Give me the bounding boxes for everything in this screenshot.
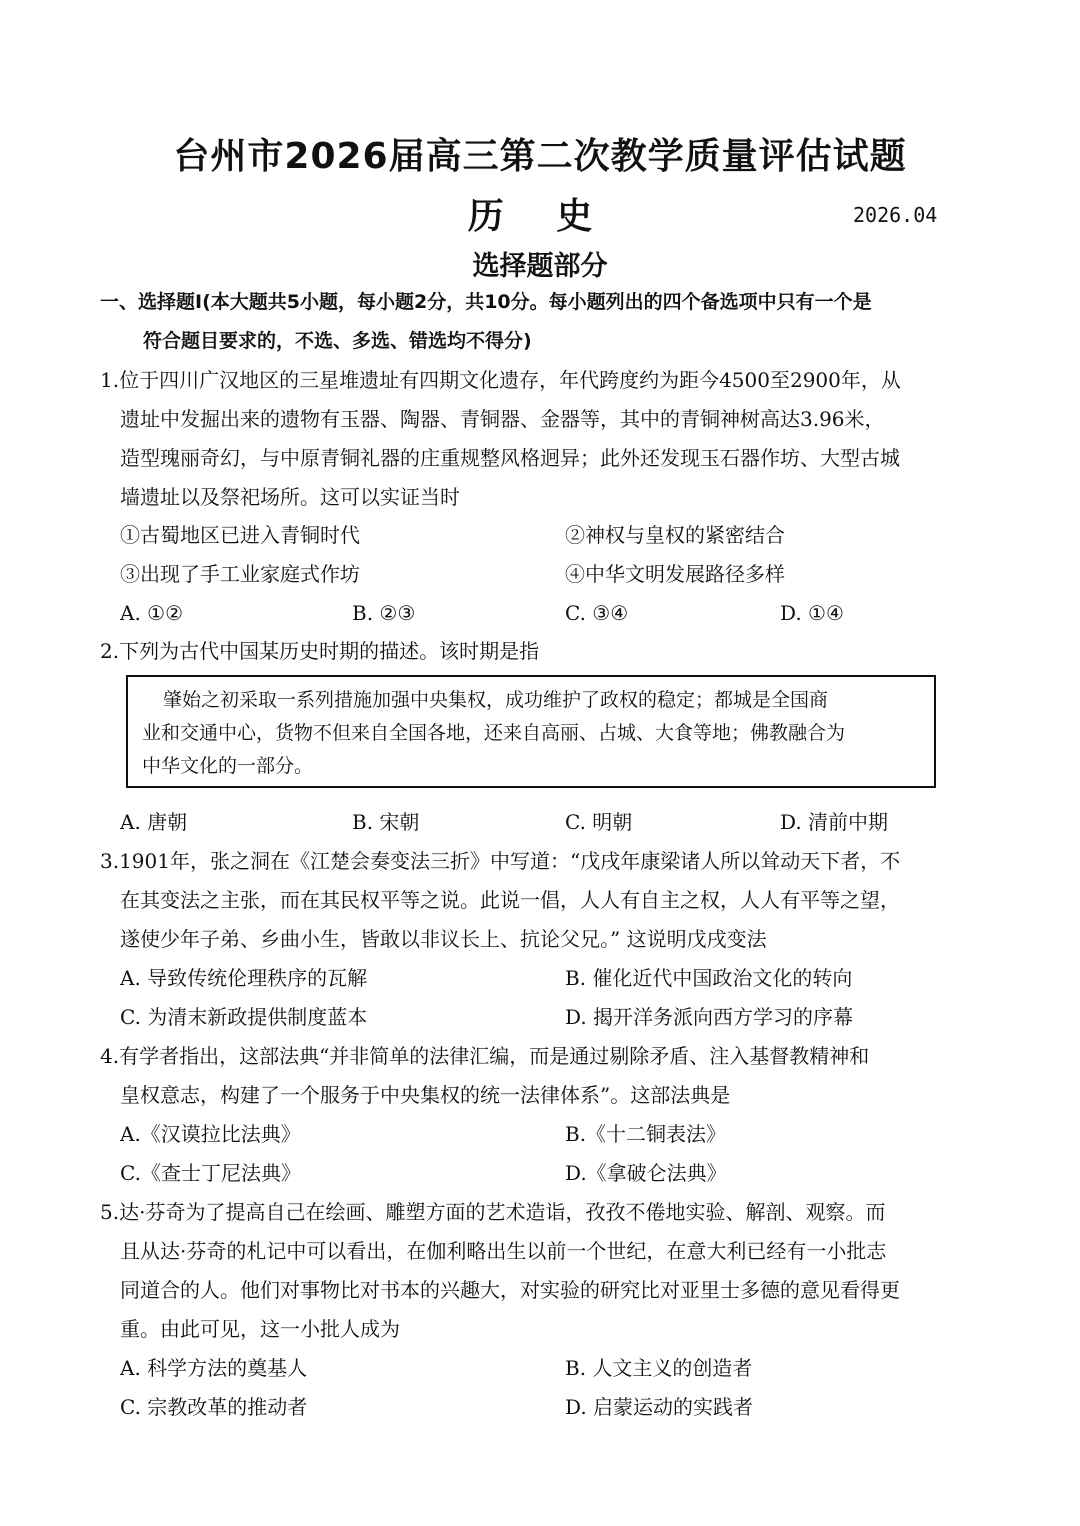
q5-option-a: A. 科学方法的奠基人 xyxy=(120,1356,308,1380)
q2-option-d: D. 清前中期 xyxy=(780,810,889,834)
q2-quote-line: 业和交通中心，货物不但来自全国各地，还来自高丽、占城、大食等地；佛教融合为 xyxy=(142,722,846,744)
q2-option-b: B. 宋朝 xyxy=(352,810,420,834)
q1-stem-line: 1.位于四川广汉地区的三星堆遗址有四期文化遗存，年代跨度约为距今4500至2900年，从 xyxy=(100,368,901,392)
q2-stem: 2.下列为古代中国某历史时期的描述。该时期是指 xyxy=(100,639,540,663)
q1-option-b: B. ②③ xyxy=(352,601,416,625)
section-instruction-line2: 符合题目要求的，不选、多选、错选均不得分) xyxy=(143,330,532,352)
q5-stem-line: 重。由此可见，这一小批人成为 xyxy=(120,1317,400,1341)
q4-option-d: D.《拿破仑法典》 xyxy=(565,1161,727,1185)
q5-stem-line: 5.达·芬奇为了提高自己在绘画、雕塑方面的艺术造诣，孜孜不倦地实验、解剖、观察。而 xyxy=(100,1200,886,1224)
q4-option-c: C.《查士丁尼法典》 xyxy=(120,1161,301,1185)
q1-item: ①古蜀地区已进入青铜时代 xyxy=(120,523,360,547)
q5-option-c: C. 宗教改革的推动者 xyxy=(120,1395,308,1419)
q5-option-d: D. 启蒙运动的实践者 xyxy=(565,1395,754,1419)
q2-quote-line: 中华文化的一部分。 xyxy=(142,755,314,777)
q5-option-b: B. 人文主义的创造者 xyxy=(565,1356,753,1380)
q3-option-d: D. 揭开洋务派向西方学习的序幕 xyxy=(565,1005,854,1029)
q3-option-a: A. 导致传统伦理秩序的瓦解 xyxy=(120,966,368,990)
section-instruction-line1: 一、选择题Ⅰ(本大题共5小题，每小题2分，共10分。每小题列出的四个备选项中只有一个是 xyxy=(100,291,872,313)
q2-quote-line: 肇始之初采取一系列措施加强中央集权，成功维护了政权的稳定；都城是全国商 xyxy=(163,689,829,711)
q1-stem-line: 遗址中发掘出来的遗物有玉器、陶器、青铜器、金器等，其中的青铜神树高达3.96米， xyxy=(120,407,885,431)
exam-title: 台州市2026届高三第二次教学质量评估试题 xyxy=(173,136,907,177)
q3-stem-line: 在其变法之主张，而在其民权平等之说。此说一倡，人人有自主之权，人人有平等之望， xyxy=(120,888,900,912)
q3-option-b: B. 催化近代中国政治文化的转向 xyxy=(565,966,853,990)
q1-item: ③出现了手工业家庭式作坊 xyxy=(120,562,360,586)
q4-stem-line: 皇权意志，构建了一个服务于中央集权的统一法律体系”。这部法典是 xyxy=(120,1083,731,1107)
part-heading: 选择题部分 xyxy=(472,251,608,282)
q1-option-d: D. ①④ xyxy=(780,601,844,625)
q4-option-a: A.《汉谟拉比法典》 xyxy=(120,1122,301,1146)
exam-date: 2026.04 xyxy=(853,203,938,227)
q1-item: ④中华文明发展路径多样 xyxy=(565,562,785,586)
q2-quote-box xyxy=(126,675,936,788)
subject-title: 历 史 xyxy=(467,196,613,237)
q3-stem-line: 3.1901年，张之洞在《江楚会奏变法三折》中写道：“戊戌年康梁诸人所以耸动天下者，不 xyxy=(100,849,901,873)
q1-option-c: C. ③④ xyxy=(565,601,629,625)
q3-stem-line: 遂使少年子弟、乡曲小生，皆敢以非议长上、抗论父兄。” 这说明戊戌变法 xyxy=(120,927,767,951)
q4-stem-line: 4.有学者指出，这部法典“并非简单的法律汇编，而是通过剔除矛盾、注入基督教精神和 xyxy=(100,1044,870,1068)
q4-option-b: B.《十二铜表法》 xyxy=(565,1122,727,1146)
q5-stem-line: 同道合的人。他们对事物比对书本的兴趣大，对实验的研究比对亚里士多德的意见看得更 xyxy=(120,1278,900,1302)
q1-stem-line: 造型瑰丽奇幻，与中原青铜礼器的庄重规整风格迥异；此外还发现玉石器作坊、大型古城 xyxy=(120,446,900,470)
q1-option-a: A. ①② xyxy=(120,601,184,625)
q1-stem-line: 墙遗址以及祭祀场所。这可以实证当时 xyxy=(120,485,460,509)
q3-option-c: C. 为清末新政提供制度蓝本 xyxy=(120,1005,368,1029)
q5-stem-line: 且从达·芬奇的札记中可以看出，在伽利略出生以前一个世纪，在意大利已经有一小批志 xyxy=(120,1239,887,1263)
q2-option-c: C. 明朝 xyxy=(565,810,633,834)
q1-item: ②神权与皇权的紧密结合 xyxy=(565,523,785,547)
q2-option-a: A. 唐朝 xyxy=(120,810,188,834)
